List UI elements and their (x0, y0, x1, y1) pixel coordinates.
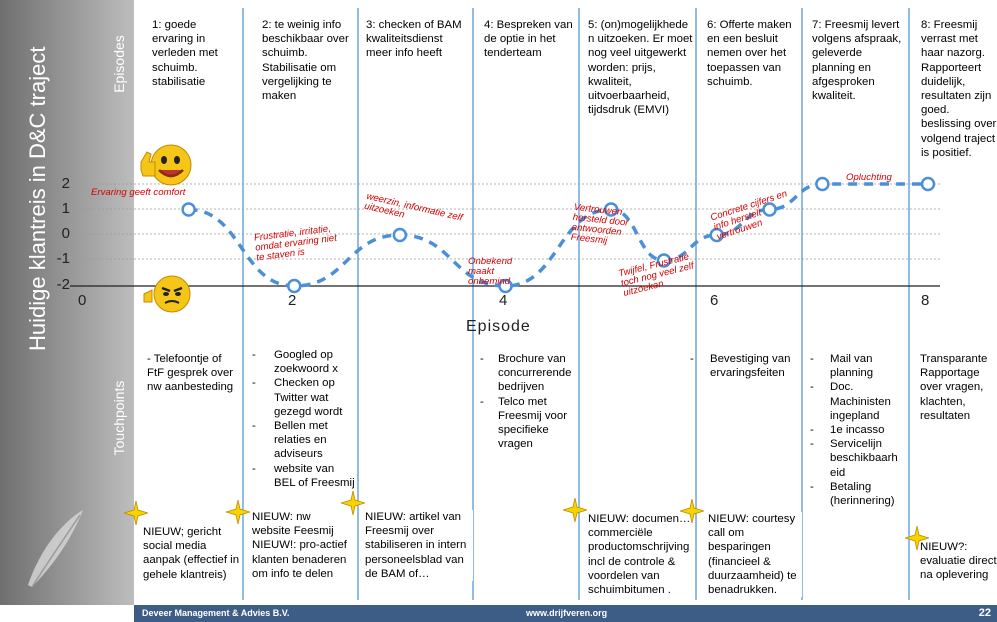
touchpoints-col-1 (147, 352, 239, 395)
x-tick-4: 4 (499, 292, 508, 309)
touchpoint-item: - Doc. Machinisten ingepland (808, 380, 908, 423)
touchpoint-item: - website van BEL of Freesmij (250, 462, 356, 490)
footer-page-number: 22 (978, 607, 991, 619)
touchpoint-item: Transparante Rapportage over vragen, klachten, resultaten (920, 353, 988, 422)
nieuw-col-1: NIEUW; gericht social media aanpak (effectief in gehele klantreis) (143, 526, 240, 581)
nieuw-col-2: NIEUW: nw website Feesmij NIEUW!: pro-actief klanten benaderen om info te delen (252, 510, 352, 581)
x-tick-2: 2 (288, 292, 297, 309)
x-tick-0: 0 (78, 292, 87, 309)
touchpoint-item: - Servicelijn beschikbaarh eid (808, 437, 908, 480)
episode-6: 6: Offerte maken en een besluit nemen over het toepassen van schuimb. (707, 19, 792, 88)
sparkle-icon (124, 501, 148, 525)
touchpoint-item: - Bellen met relaties en adviseurs (250, 419, 356, 462)
episode-8: 8: Freesmij verrast met haar nazorg. Rapporteert duidelijk, resultaten zijn goed. beslissing over volgend traject is positief. (921, 19, 997, 159)
touchpoints-label: Touchpoints (111, 380, 127, 456)
data-point-3 (394, 229, 406, 241)
y-tick-minus-1: -1 (56, 250, 70, 267)
touchpoint-item: - Telefoontje of FtF gesprek over nw aanbesteding (147, 353, 234, 394)
touchpoint-item: - Telco met Freesmij voor specifieke vragen (478, 395, 578, 452)
sparkle-icon (563, 498, 587, 522)
footer-company: Deveer Management & Advies B.V. (142, 608, 290, 618)
angry-face-icon (138, 272, 198, 316)
annotation-4: Onbekend maakt onbemind (468, 256, 513, 287)
annotation-1: Ervaring geeft comfort (91, 187, 186, 198)
nieuw-col-8: NIEUW?: evaluatie direct na oplevering (920, 541, 997, 582)
annotation-8: Opluchting (846, 172, 892, 183)
happy-thumbs-up-icon (137, 140, 197, 190)
annotation-3: weerzin, informatie zelf uitzoeken (363, 190, 464, 224)
y-tick-1: 1 (61, 200, 70, 217)
touchpoints-col-7 (808, 352, 908, 508)
touchpoints-col-6 (688, 352, 800, 380)
touchpoint-item: - Googled op zoekwoord x (250, 348, 356, 376)
episode-7: 7: Freesmij levert volgens afspraak, geleverde planning en afgesproken kwaliteit. (812, 19, 902, 103)
y-tick-minus-2: -2 (56, 276, 70, 293)
x-axis-label: Episode (466, 318, 531, 335)
touchpoints-col-2 (250, 348, 356, 490)
touchpoint-item: - Mail van planning (808, 352, 908, 380)
touchpoint-item: - Brochure van concurrerende bedrijven (478, 352, 578, 395)
episode-2: 2: te weinig info beschikbaar over schuimb. Stabilisatie om vergelijking te maken (262, 19, 349, 103)
y-tick-2: 2 (61, 175, 70, 192)
sidebar-title: Huidige klantreis in D&C traject (25, 46, 50, 351)
data-point-1 (183, 204, 195, 216)
x-tick-6: 6 (710, 292, 719, 309)
touchpoint-item: - Bevestiging van ervaringsfeiten (688, 352, 800, 380)
touchpoint-item: - Checken op Twitter wat gezegd wordt (250, 376, 356, 419)
footer-bar (134, 605, 997, 622)
touchpoint-item: - Betaling (herinnering) (808, 480, 908, 508)
touchpoints-col-8 (920, 352, 997, 423)
nieuw-col-3: NIEUW: artikel van Freesmij over stabiliseren in intern personeelsblad van de BAM of… (365, 510, 473, 581)
sparkle-icon (341, 491, 365, 515)
footer-website: www.drijfveren.org (526, 608, 608, 618)
sparkle-icon (905, 526, 929, 550)
touchpoints-col-4 (478, 352, 578, 451)
sparkle-icon (680, 499, 704, 523)
touchpoint-item: - 1e incasso (808, 423, 908, 437)
annotation-5: Vertrouwen hersteld door antwoorden Freesmij (570, 201, 630, 247)
data-point-2 (288, 280, 300, 292)
annotation-2: Frustratie, irritatie, omdat ervaring niet te staven is (253, 223, 338, 264)
episode-1: 1: goede ervaring in verleden met schuimb. stabilisatie (152, 19, 218, 88)
nieuw-col-6: NIEUW: courtesy call om besparingen (financieel & duurzaamheid) te benadrukken. (708, 512, 802, 597)
sparkle-icon (226, 500, 250, 524)
episode-4: 4: Bespreken van de optie in het tenderteam (484, 19, 573, 60)
episode-3: 3: checken of BAM kwaliteitsdienst meer info heeft (366, 19, 462, 60)
x-tick-8: 8 (921, 292, 930, 309)
y-tick-0: 0 (61, 225, 70, 242)
nieuw-col-5: NIEUW: documen… commerciële productomschrijving incl de controle & voordelen van schuimbitumen . (588, 512, 694, 597)
data-point-9 (816, 178, 828, 190)
annotation-7: Concrete cijfers en info herstelt vertrouwen (709, 188, 789, 243)
episode-5: 5: (on)mogelijkhede n uitzoeken. Er moet nog veel uitgewerkt worden: prijs, kwaliteit, uitvoerbaarheid, tijdsdruk (EMVI) (588, 19, 693, 117)
annotation-6: Twijfel, Frustratie toch nog veel zelf uitzoeken (617, 251, 695, 299)
data-point-10 (922, 178, 934, 190)
episodes-label: Episodes (111, 35, 127, 93)
